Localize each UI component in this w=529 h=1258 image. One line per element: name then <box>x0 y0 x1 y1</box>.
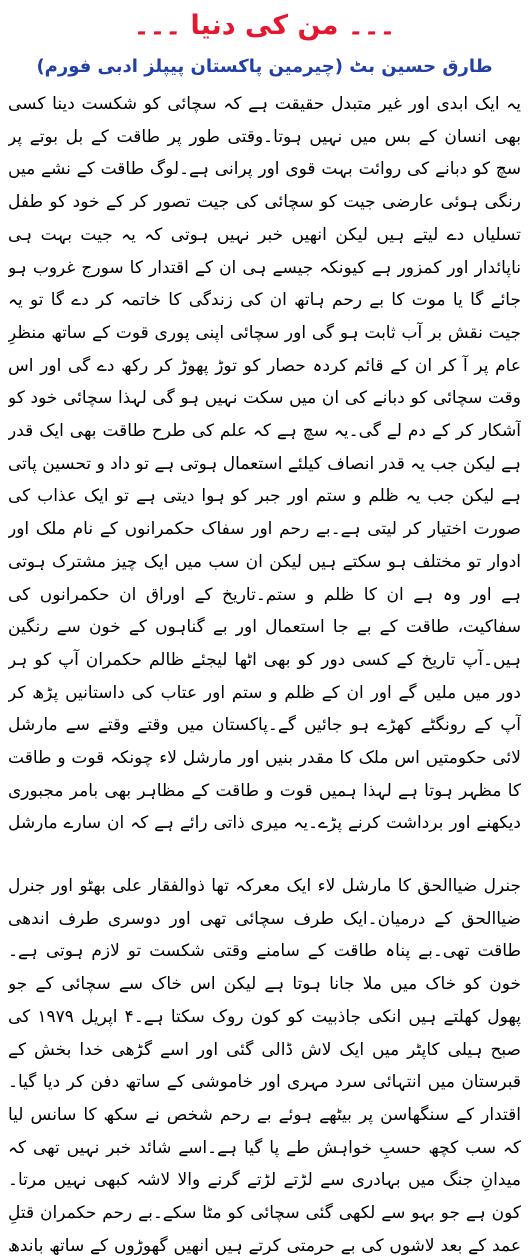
article-byline: طارق حسین بٹ (چیرمین پاکستان پیپلز ادبی فورم) <box>36 56 493 77</box>
article-paragraph-2: جنرل ضیاالحق کا مارشل لاء ایک معرکہ تھا ذوالفقار علی بھٹو اور جنرل ضیاالحق کے درمیان۔ایک طرف سچائی تھی اور دوسری طرف اندھی طاقت تھی۔بے پناہ طاقت کے سامنے وقتی شکست تو لازم ہوتی ہے۔خون کو خاک میں ملا جانا ہوتا ہے لیکن اس خاک سے سچائی کے جو پھول کھلتے ہیں انکی جاذبیت کو کون روک سکتا ہے۔۴ اپریل ۱۹۷۹ کی صبح ہیلی کاپٹر میں ایک لاش ڈالی گئی اور اسے گڑھی خدا بخش کے قبرستان میں انتہائی سرد مہری اور خاموشی کے ساتھ دفن کر دیا گیا۔اقتدار کے سنگھاسن پر بیٹھے ہوئے بے رحم شخص نے سکھ کا سانس لیا کہ سب کچھ حسبِ خواہش طے پا گیا ہے۔اسے شائد خبر نہیں تھی کہ میدانِ جنگ میں بہادری سے لڑتے لڑتے گرنے والا لاشہ کبھی نہیں مرتا۔کون ہے جو بہو سے لکھی گئی سچائی کو مٹا سکے۔بے رحم حکمران قتلِ عمد کے بعد لاشوں کی بے حرمتی کرتے ہیں انھیں گھوڑوں کے ساتھ باندھ <box>8 876 521 1256</box>
article-title: ۔۔۔ من کی دنیا ۔۔۔ <box>133 10 396 41</box>
article-paragraph-1: یہ ایک ابدی اور غیر متبدل حقیقت ہے کہ سچائی کو شکست دینا کسی بھی انسان کے بس میں نہیں ہوتا۔وقتی طور پر طاقت کے بل بوتے پر سچ کو دبانے کی روائت بہت قوی اور پرانی ہے۔لوگ طاقت کے نشے میں رنگی ہوئی عارضی جیت کو سچائی کی جیت تصور کر کے خود کو طفل تسلیاں دے لیتے ہیں لیکن انھیں خبر نہیں ہوتی کہ یہ جیت بہت ہی ناپائدار اور کمزور ہے کیونکہ جیسے ہی ان کے اقتدار کا سورج غروب ہو جائے گا یا موت کا بے رحم ہاتھ ان کی زندگی کا خاتمہ کر دے گا تو یہ جیت نقش بر آب ثابت ہو گی اور سچائی اپنی پوری قوت کے ساتھ منظرِ عام پر آ کر ان کے قائم کردہ حصار کو توڑ پھوڑ کر رکھ دے گی اور اس وقت سچائی کو دبانے کی ان میں سکت نہیں ہو گی لہذا سچائی خود کو آشکار کر کے دم لے گی۔یہ سچ ہے کہ علم کی طرح طاقت بھی ایک قدر ہے لیکن جب یہ قدر انصاف کیلئے استعمال ہوتی ہے تو داد و تحسین پاتی ہے لیکن جب یہ ظلم و ستم اور جبر کو ہوا دیتی ہے تو ایک عذاب کی صورت اختیار کر لیتی ہے۔بے رحم اور سفاک حکمرانوں کے نام ملک اور ادوار تو مختلف ہو سکتے ہیں لیکن ان سب میں ایک چیز مشترک ہوتی ہے اور وہ ہے ان کا ظلم و ستم۔تاریخ کے اوراق ان حکمرانوں کی سفاکیت، طاقت کے بے جا استعمال اور بے گناہوں کے خون سے رنگین ہیں۔آپ تاریخ کے کسی دور کو بھی اٹھا لیجئے ظالم حکمران آپ کو ہر دور میں ملیں گے اور ان کے ظلم و ستم اور عتاب کی داستانیں پڑھ کر آپ کے رونگٹے کھڑے ہو جائیں گے۔پاکستان میں وقتے وقتے سے مارشل لائی حکومتیں اس ملک کا مقدر بنیں اور مارشل لاء چونکہ قوت و طاقت کا مظہر ہوتا ہے لہذا ہمیں قوت و طاقت کے مظاہر بھی بامر مجبوری دیکھنے اور برداشت کرنے پڑے۔یہ میری ذاتی رائے ہے کہ ان سارے مارشل <box>8 94 521 834</box>
